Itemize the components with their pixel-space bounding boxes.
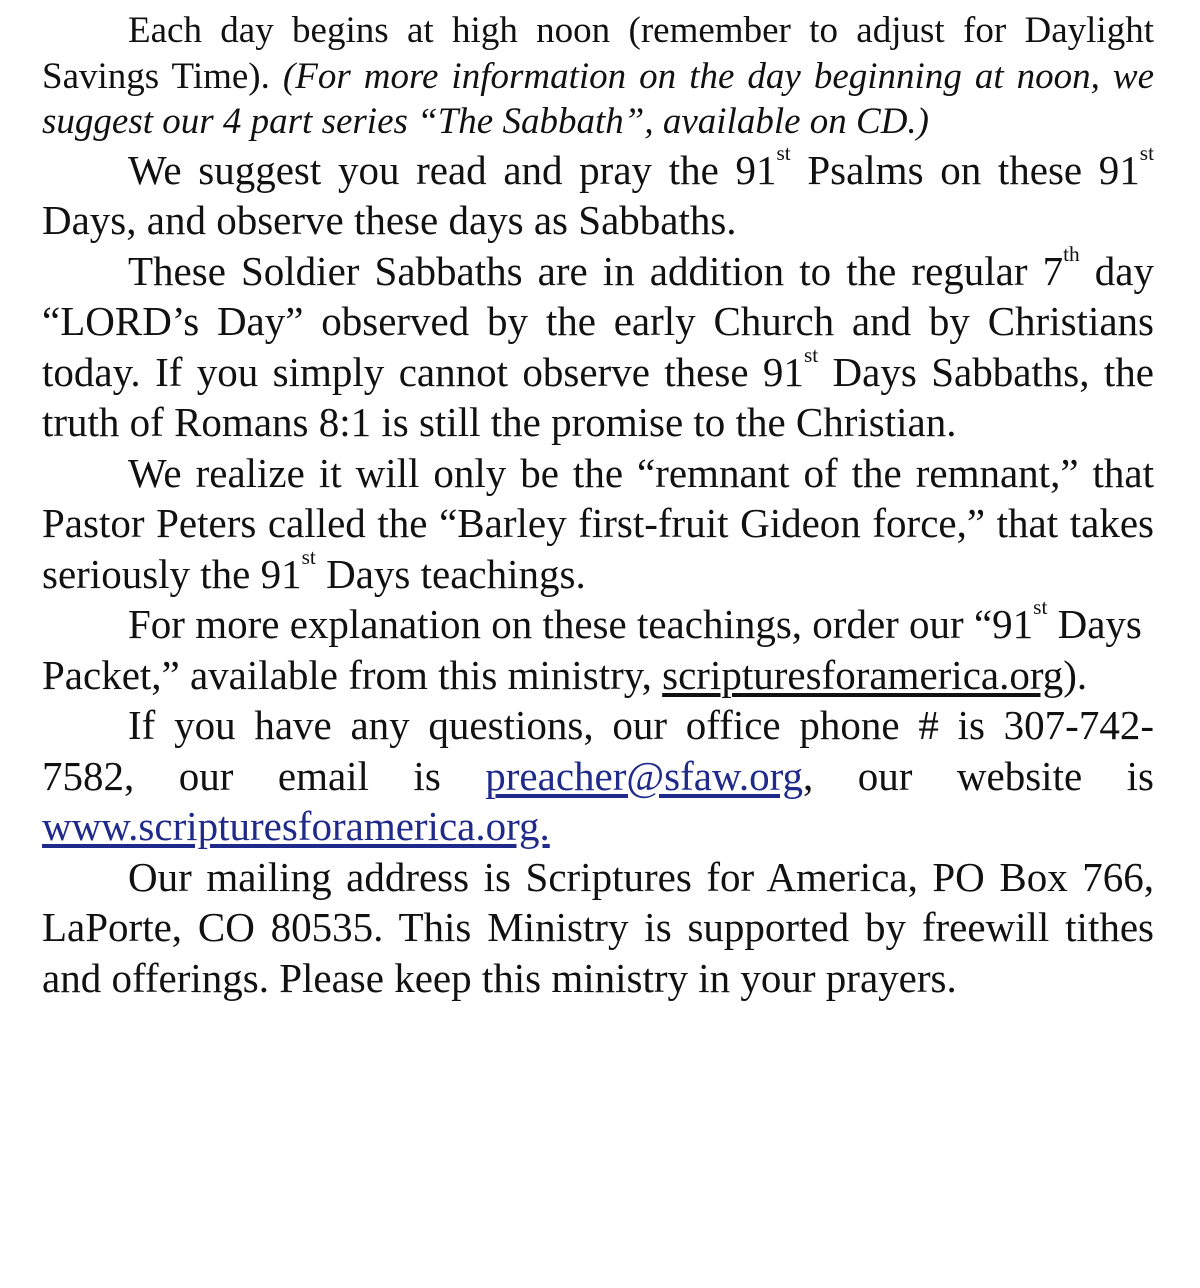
ordinal-suffix: st bbox=[803, 342, 819, 367]
ordinal-suffix: st bbox=[1139, 140, 1154, 165]
day-begins-text: Each day begins at high noon (remember to adjust for Daylight Savings Time). bbox=[42, 10, 1154, 97]
psalms-text-a: We suggest you read and pray the 91 bbox=[128, 146, 777, 193]
ministry-site-link[interactable]: scripturesforamerica.org bbox=[662, 651, 1064, 698]
explanation-text-c: ). bbox=[1063, 651, 1088, 698]
explanation-text-b: Days Packet,” available from this ministry, bbox=[42, 601, 1142, 698]
remnant-text-b: Days teachings. bbox=[315, 550, 586, 597]
document-page bbox=[42, 0, 1154, 1003]
paragraph-explanation bbox=[42, 595, 1154, 700]
contact-text-a: If you have any questions, our office phone # is 307-742-7582, our email is bbox=[42, 702, 1154, 799]
ordinal-suffix: st bbox=[301, 544, 316, 569]
sabbath-series-note: (For more information on the day beginning at noon, we suggest our 4 part series “The Sabbath”, available on CD.) bbox=[42, 55, 1154, 142]
paragraph-remnant bbox=[42, 448, 1154, 600]
ordinal-suffix: st bbox=[1033, 595, 1048, 619]
sabbaths-text-a: These Soldier Sabbaths are in addition to the regular 7 bbox=[128, 247, 1064, 294]
explanation-text-a: For more explanation on these teachings, order our “91 bbox=[128, 601, 1034, 647]
paragraph-contact bbox=[42, 700, 1154, 852]
psalms-text-c: Days, and observe these days as Sabbaths. bbox=[42, 197, 737, 243]
paragraph-mailing-address bbox=[42, 852, 1154, 1004]
contact-text-b: , our website is bbox=[803, 752, 1154, 799]
website-link[interactable]: www.scripturesforamerica.org. bbox=[42, 803, 550, 849]
paragraph-psalms-suggestion bbox=[42, 140, 1154, 246]
paragraph-soldier-sabbaths bbox=[42, 241, 1154, 448]
paragraph-day-begins bbox=[42, 8, 1154, 145]
remnant-text-a: We realize it will only be the “remnant of the remnant,” that Pastor Peters called the “Barley first-fruit Gideon force,” that takes seriously the 91 bbox=[42, 449, 1154, 597]
mailing-address-text: Our mailing address is Scriptures for America, PO Box 766, LaPorte, CO 80535. This Ministry is supported by freewill tithes and offerings. Please keep this ministry in your prayers. bbox=[42, 853, 1154, 1001]
ordinal-suffix: st bbox=[776, 140, 791, 165]
psalms-text-b: Psalms on these 91 bbox=[790, 146, 1140, 193]
sabbaths-text-c: Days Sabbaths, the truth of Romans 8:1 is still the promise to the Christian. bbox=[42, 348, 1154, 445]
ordinal-suffix: th bbox=[1063, 241, 1080, 266]
email-link[interactable]: preacher@sfaw.org bbox=[485, 752, 804, 799]
sabbaths-text-b: day “LORD’s Day” observed by the early Church and by Christians today. If you simply cannot observe these 91 bbox=[42, 247, 1154, 395]
